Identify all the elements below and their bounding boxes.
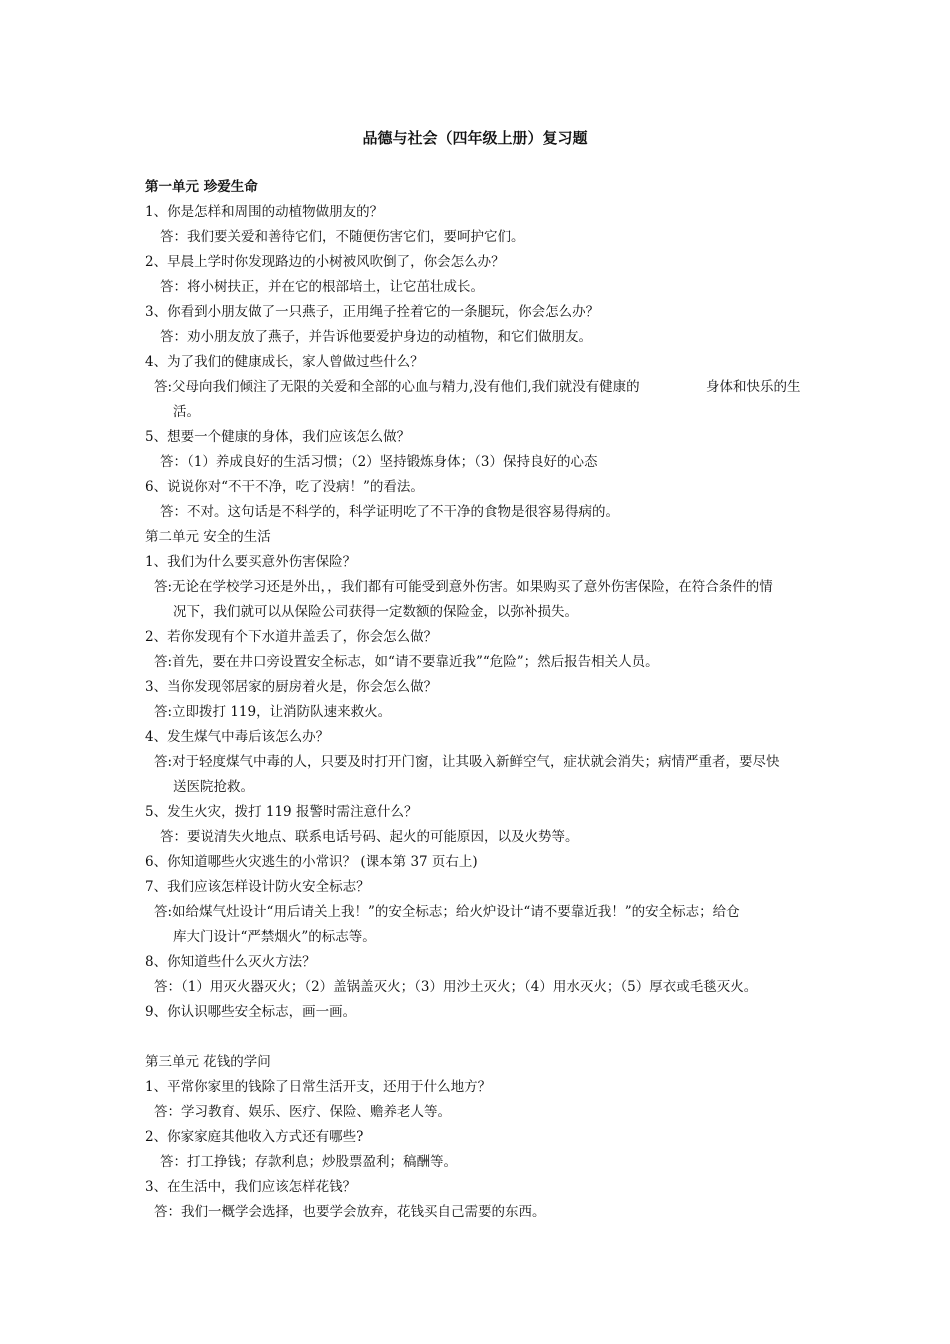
unit1-question-1: 1、你是怎样和周围的动植物做朋友的？ — [145, 204, 384, 220]
unit2-question-8: 8、你知道些什么灭火方法？ — [145, 954, 316, 970]
unit2-question-9: 9、你认识哪些安全标志，画一画。 — [145, 1004, 357, 1020]
unit3-question-1: 1、平常你家里的钱除了日常生活开支，还用于什么地方？ — [145, 1079, 492, 1095]
unit1-answer-4-line1b: 身体和快乐的生 — [706, 379, 801, 395]
unit2-answer-5: 答：要说清失火地点、联系电话号码、起火的可能原因，以及火势等。 — [160, 829, 579, 845]
unit1-question-2: 2、早晨上学时你发现路边的小树被风吹倒了，你会怎么办？ — [145, 254, 505, 270]
unit2-question-6: 6、你知道哪些火灾逃生的小常识？ (课本第 37 页右上) — [145, 854, 478, 870]
unit1-answer-1: 答：我们要关爱和善待它们，不随便伤害它们，要呵护它们。 — [160, 229, 525, 245]
unit2-question-7: 7、我们应该怎样设计防火安全标志？ — [145, 879, 370, 895]
unit3-answer-2: 答：打工挣钱；存款利息；炒股票盈利；稿酬等。 — [160, 1154, 457, 1170]
unit2-question-5: 5、发生火灾，拨打 119 报警时需注意什么？ — [145, 804, 418, 820]
unit1-question-6: 6、说说你对“不干不净，吃了没病！”的看法。 — [145, 479, 424, 495]
unit1-answer-4-line1a: 答:父母向我们倾注了无限的关爱和全部的心血与精力,没有他们,我们就没有健康的 — [154, 379, 640, 395]
unit3-question-2: 2、你家家庭其他收入方式还有哪些? — [145, 1129, 364, 1145]
unit1-question-3: 3、你看到小朋友做了一只燕子，正用绳子拴着它的一条腿玩，你会怎么办？ — [145, 304, 600, 320]
unit2-answer-7-line2: 库大门设计“严禁烟火”的标志等。 — [173, 929, 376, 945]
unit1-question-4: 4、为了我们的健康成长，家人曾做过些什么？ — [145, 354, 424, 370]
unit2-heading: 第二单元 安全的生活 — [145, 529, 271, 545]
unit2-answer-8: 答：（1）用灭火器灭火；（2）盖锅盖灭火；（3）用沙土灭火；（4）用水灭火；（5）厚衣或毛毯灭火。 — [154, 979, 758, 995]
unit2-answer-7-line1: 答:如给煤气灶设计“用后请关上我！”的安全标志；给火炉设计“请不要靠近我！”的安全标志；给仓 — [154, 904, 740, 920]
unit3-answer-1: 答：学习教育、娱乐、医疗、保险、赡养老人等。 — [154, 1104, 451, 1120]
unit1-answer-2: 答：将小树扶正，并在它的根部培土，让它茁壮成长。 — [160, 279, 484, 295]
unit2-answer-1-line2: 况下，我们就可以从保险公司获得一定数额的保险金，以弥补损失。 — [173, 604, 578, 620]
unit2-answer-3: 答:立即拨打 119，让消防队速来救火。 — [154, 704, 392, 720]
unit1-answer-3: 答：劝小朋友放了燕子，并告诉他要爱护身边的动植物，和它们做朋友。 — [160, 329, 592, 345]
unit2-question-3: 3、当你发现邻居家的厨房着火是，你会怎么做？ — [145, 679, 438, 695]
unit3-heading: 第三单元 花钱的学问 — [145, 1054, 271, 1070]
unit2-question-1: 1、我们为什么要买意外伤害保险？ — [145, 554, 357, 570]
unit2-question-4: 4、发生煤气中毒后该怎么办？ — [145, 729, 330, 745]
unit2-answer-4-line2: 送医院抢救。 — [173, 779, 254, 795]
unit1-answer-6: 答：不对。这句话是不科学的，科学证明吃了不干净的食物是很容易得病的。 — [160, 504, 619, 520]
unit1-answer-5: 答：（1）养成良好的生活习惯；（2）坚持锻炼身体；（3）保持良好的心态 — [160, 454, 598, 470]
document-title: 品德与社会（四年级上册）复习题 — [362, 129, 588, 147]
unit1-answer-4-line2: 活。 — [173, 404, 200, 420]
unit1-question-5: 5、想要一个健康的身体，我们应该怎么做？ — [145, 429, 411, 445]
unit1-heading: 第一单元 珍爱生命 — [145, 179, 258, 195]
unit2-answer-1-line1: 答:无论在学校学习还是外出，，我们都有可能受到意外伤害。如果购买了意外伤害保险，在符合条件的情 — [154, 579, 773, 595]
unit3-answer-3: 答：我们一概学会选择，也要学会放弃，花钱买自己需要的东西。 — [154, 1204, 546, 1220]
unit2-question-2: 2、若你发现有个下水道井盖丢了，你会怎么做？ — [145, 629, 438, 645]
unit3-question-3: 3、在生活中，我们应该怎样花钱？ — [145, 1179, 357, 1195]
unit2-answer-4-line1: 答:对于轻度煤气中毒的人，只要及时打开门窗，让其吸入新鲜空气，症状就会消失；病情严重者，要尽快 — [154, 754, 780, 770]
unit2-answer-2: 答:首先，要在井口旁设置安全标志，如“请不要靠近我”“危险”；然后报告相关人员。 — [154, 654, 659, 670]
